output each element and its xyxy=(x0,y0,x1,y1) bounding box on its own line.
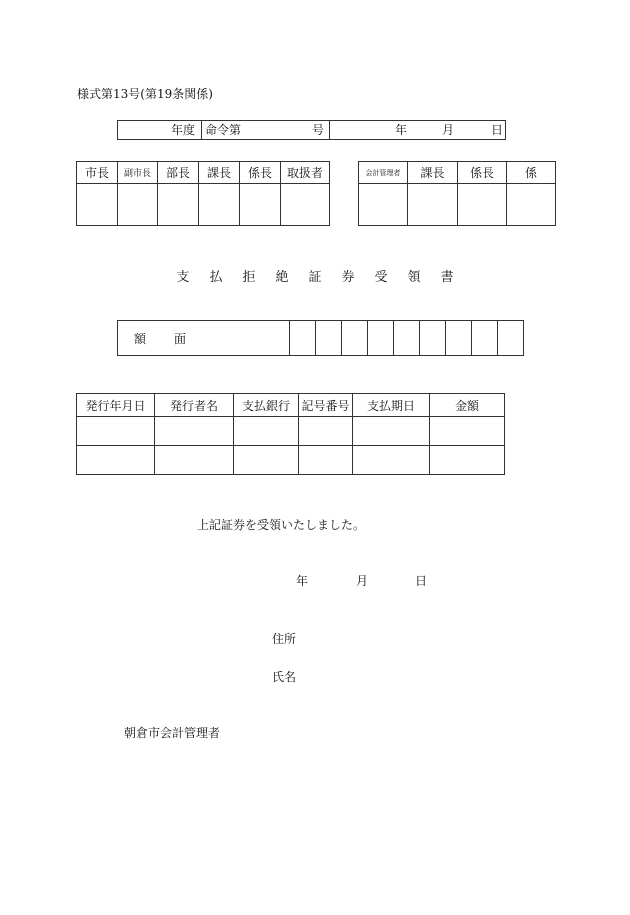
receipt-statement: 上記証券を受領いたしました。 xyxy=(197,518,366,532)
column-header: 支払銀行 xyxy=(234,394,299,417)
order-date-year: 年 xyxy=(395,123,408,137)
order-date-day: 日 xyxy=(491,123,504,137)
digit-cell[interactable] xyxy=(342,321,368,356)
seal-cell[interactable] xyxy=(199,184,240,226)
title-char: 受 xyxy=(374,270,388,285)
table-cell[interactable] xyxy=(77,446,155,475)
column-header: 発行者名 xyxy=(155,394,234,417)
table-cell[interactable] xyxy=(430,417,505,446)
table-cell[interactable] xyxy=(155,417,234,446)
digit-cell[interactable] xyxy=(472,321,498,356)
approval-header: 係 xyxy=(507,162,556,184)
digit-cell[interactable] xyxy=(498,321,524,356)
digit-cell[interactable] xyxy=(316,321,342,356)
title-char: 証 xyxy=(308,270,322,285)
title-char: 書 xyxy=(440,270,454,285)
title-char: 券 xyxy=(341,270,355,285)
title-char: 払 xyxy=(209,270,223,285)
divider xyxy=(329,121,330,139)
seal-cell[interactable] xyxy=(118,184,158,226)
approval-header: 市長 xyxy=(77,162,118,184)
table-cell[interactable] xyxy=(299,446,353,475)
face-value-label-char: 額 xyxy=(134,331,147,346)
date-month-label: 月 xyxy=(356,574,369,588)
digit-cell[interactable] xyxy=(420,321,446,356)
table-cell[interactable] xyxy=(234,417,299,446)
face-value-label xyxy=(118,321,290,356)
order-number-suffix: 号 xyxy=(312,123,325,137)
approval-header: 課長 xyxy=(408,162,458,184)
seal-cell[interactable] xyxy=(240,184,281,226)
seal-cell[interactable] xyxy=(158,184,199,226)
name-label: 氏名 xyxy=(272,670,297,684)
approval-header: 課長 xyxy=(199,162,240,184)
securities-table xyxy=(76,393,505,475)
approval-header: 取扱者 xyxy=(281,162,330,184)
order-row xyxy=(117,120,506,140)
title-char: 領 xyxy=(407,270,421,285)
approval-header: 部長 xyxy=(158,162,199,184)
column-header: 金額 xyxy=(430,394,505,417)
treasurer-label: 朝倉市会計管理者 xyxy=(124,726,221,740)
document-title xyxy=(0,266,630,285)
approval-header: 係長 xyxy=(458,162,507,184)
table-cell[interactable] xyxy=(353,446,430,475)
digit-cell[interactable] xyxy=(290,321,316,356)
approval-header: 係長 xyxy=(240,162,281,184)
approval-table-right xyxy=(358,161,556,226)
order-date-month: 月 xyxy=(442,123,455,137)
digit-cell[interactable] xyxy=(368,321,394,356)
table-cell[interactable] xyxy=(430,446,505,475)
digit-cell[interactable] xyxy=(394,321,420,356)
seal-cell[interactable] xyxy=(507,184,556,226)
fiscal-year-label: 年度 xyxy=(171,123,196,137)
seal-cell[interactable] xyxy=(281,184,330,226)
seal-cell[interactable] xyxy=(359,184,408,226)
approval-header: 会計管理者 xyxy=(359,162,408,184)
face-value-table xyxy=(117,320,524,356)
table-cell[interactable] xyxy=(353,417,430,446)
table-cell[interactable] xyxy=(77,417,155,446)
seal-cell[interactable] xyxy=(77,184,118,226)
address-label: 住所 xyxy=(272,632,297,646)
order-label: 命令第 xyxy=(205,123,242,137)
divider xyxy=(201,121,202,139)
date-day-label: 日 xyxy=(415,574,428,588)
seal-cell[interactable] xyxy=(408,184,458,226)
title-char: 拒 xyxy=(242,270,256,285)
title-char: 絶 xyxy=(275,270,289,285)
table-cell[interactable] xyxy=(155,446,234,475)
table-cell[interactable] xyxy=(299,417,353,446)
date-year-label: 年 xyxy=(296,574,309,588)
face-value-label-char: 面 xyxy=(174,331,187,346)
digit-cell[interactable] xyxy=(446,321,472,356)
approval-table-left xyxy=(76,161,330,226)
approval-header: 副市長 xyxy=(118,162,158,184)
column-header: 発行年月日 xyxy=(77,394,155,417)
form-number: 様式第13号(第19条関係) xyxy=(77,87,213,101)
table-cell[interactable] xyxy=(234,446,299,475)
column-header: 支払期日 xyxy=(353,394,430,417)
column-header: 記号番号 xyxy=(299,394,353,417)
seal-cell[interactable] xyxy=(458,184,507,226)
title-char: 支 xyxy=(176,270,190,285)
